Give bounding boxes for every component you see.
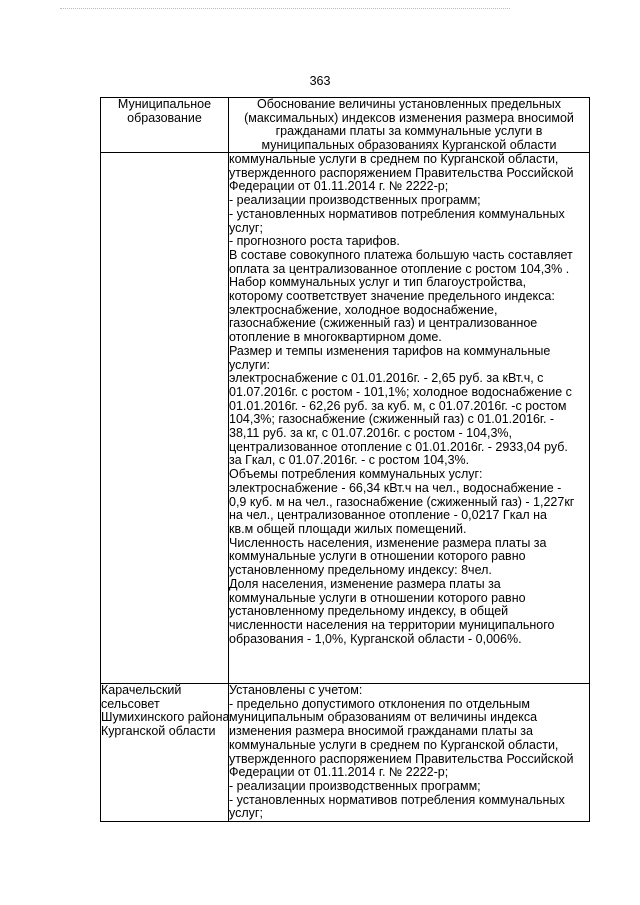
text-line: Карачельский [101, 683, 182, 697]
text-line: Объемы потребления коммунальных услуг: [229, 467, 483, 482]
text-line: услуги: [229, 357, 270, 372]
text-line: образование [127, 110, 202, 125]
municipality-cell [101, 684, 229, 822]
justification-cell [229, 684, 590, 822]
text-line: 01.07.2016г. с ростом - 101,1%; холодное водоснабжение с [229, 384, 572, 399]
text-line: за Гкал, с 01.07.2016г. - с ростом 104,3%. [229, 453, 470, 468]
text-line: которому соответствует значение предельного индекса: [229, 289, 555, 304]
table-row [101, 684, 590, 822]
text-line: - установленных нормативов потребления коммунальных [229, 792, 565, 807]
text-line: - установленных нормативов потребления коммунальных [229, 206, 565, 221]
header-justification [229, 98, 590, 153]
text-line: утвержденного распоряжением Правительства Российской [229, 165, 574, 180]
text-line: Обоснование величины установленных предельных [257, 97, 561, 111]
text-line: В составе совокупного платежа большую часть составляет [229, 247, 573, 262]
text-line: муниципальных образованиях Курганской области [261, 137, 557, 152]
page-number: 363 [309, 74, 331, 88]
table-header-row [101, 98, 590, 153]
text-line: услуг; [229, 806, 263, 821]
justification-table [100, 97, 590, 822]
text-line: Доля населения, изменение размера платы за [229, 576, 501, 591]
text-line: численности населения на территории муниципального [229, 617, 555, 632]
text-line: Курганской области [101, 724, 216, 739]
text-line: коммунальные услуги в среднем по Курганской области, [229, 152, 559, 166]
text-line: 104,3%; газоснабжение (сжиженный газ) с 01.01.2016г. - [229, 412, 555, 427]
text-line: кв.м общей площади жилых помещений. [229, 521, 467, 536]
text-line: Шумихинского района [101, 710, 230, 725]
text-line: - реализации производственных программ; [229, 193, 481, 208]
text-line: Муниципальное [117, 97, 212, 111]
text-line: сельсовет [101, 696, 160, 711]
text-line: - реализации производственных программ; [229, 778, 481, 793]
text-line: Федерации от 01.11.2014 г. № 2222-р; [229, 179, 449, 194]
text-line: Размер и темпы изменения тарифов на коммунальные [229, 343, 551, 358]
text-line: утвержденного распоряжением Правительства Российской [229, 751, 574, 766]
text-line: коммунальные услуги в отношении которого равно [229, 590, 526, 605]
text-line: - предельно допустимого отклонения по отдельным [229, 696, 531, 711]
justification-cell [229, 153, 590, 684]
text-line: отопление в многоквартирном доме. [229, 330, 442, 345]
text-line: электроснабжение, холодное водоснабжение, [229, 302, 498, 317]
text-line: Набор коммунальных услуг и тип благоустройства, [229, 275, 527, 290]
text-line: электроснабжение - 66,34 кВт.ч на чел., водоснабжение - [229, 480, 562, 495]
text-line: электроснабжение с 01.01.2016г. - 2,65 руб. за кВт.ч, с [229, 371, 544, 386]
text-line: Установлены с учетом: [229, 683, 363, 697]
text-line: установленному предельному индексу, в общей [229, 604, 509, 619]
text-line: Федерации от 01.11.2014 г. № 2222-р; [229, 765, 449, 780]
text-line: 01.01.2016г. - 62,26 руб. за куб. м, с 01.07.2016г. -с ростом [229, 398, 567, 413]
text-line: коммунальные услуги в среднем по Курганской области, [229, 737, 559, 752]
header-municipality [101, 98, 229, 153]
text-line: - прогнозного роста тарифов. [229, 234, 400, 249]
text-line: централизованное отопление с 01.01.2016г. - 2933,04 руб. [229, 439, 568, 454]
text-line: муниципальным образованиям от величины индекса [229, 710, 538, 725]
text-line: Численность населения, изменение размера платы за [229, 535, 547, 550]
text-line: (максимальных) индексов изменения размера вносимой [244, 110, 574, 125]
text-line: услуг; [229, 220, 263, 235]
scan-artifact-line [60, 8, 510, 11]
text-line: установленному предельному индексу: 8чел. [229, 563, 492, 578]
text-line: образования - 1,0%, Курганской области - 0,006%. [229, 631, 522, 646]
text-line: гражданами платы за коммунальные услуги в [275, 124, 543, 138]
text-line: изменения размера вносимой гражданами платы за [229, 724, 533, 739]
text-line: 0,9 куб. м на чел., газоснабжение (сжиженный газ) - 1,227кг [229, 494, 575, 509]
text-line: на чел., централизованное отопление - 0,0217 Гкал на [229, 508, 548, 523]
text-line: газоснабжение (сжиженный газ) и централизованное [229, 316, 538, 331]
text-line: 38,11 руб. за кг, с 01.07.2016г. с ростом - 104,3%, [229, 426, 512, 441]
table-row [101, 153, 590, 684]
text-line: коммунальные услуги в отношении которого равно [229, 549, 526, 564]
text-line: оплата за централизованное отопление с ростом 104,3% . [229, 261, 570, 276]
municipality-cell [101, 153, 229, 684]
